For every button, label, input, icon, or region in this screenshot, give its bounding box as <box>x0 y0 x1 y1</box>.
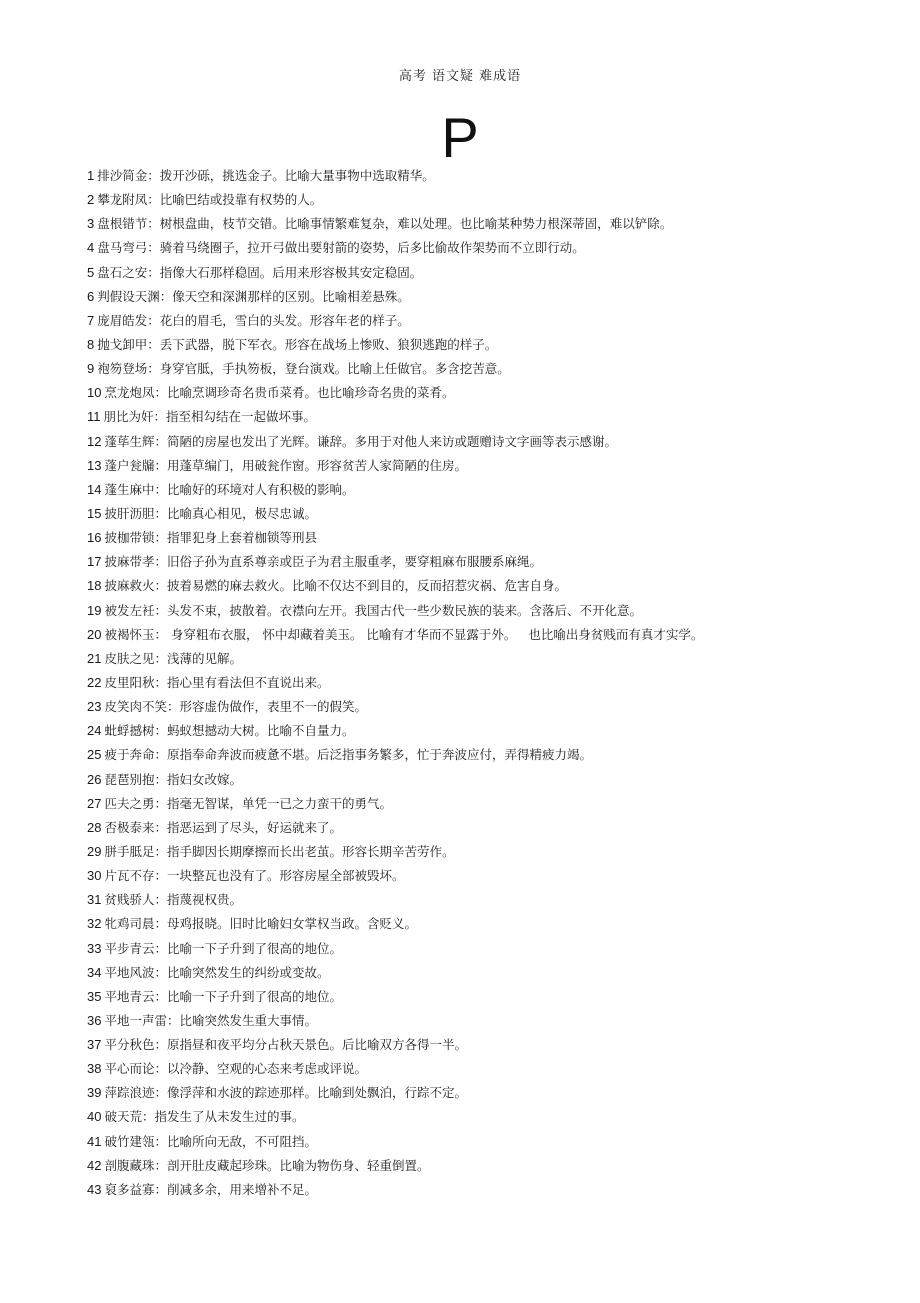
entry-idiom: 蓬荜生辉 <box>104 433 155 449</box>
entry-definition: 用蓬草编门，用破瓮作窗。形容贫苦人家简陋的住房。 <box>167 457 468 473</box>
entry-definition: 指妇女改嫁。 <box>167 771 243 787</box>
entry-definition: 一块整瓦也没有了。形容房屋全部被毁坏。 <box>167 868 405 884</box>
entry-separator: ： <box>154 1157 167 1173</box>
entry-separator: ： <box>154 578 167 594</box>
entry-definition: 比喻突然发生重大事情。 <box>179 1012 318 1028</box>
entry-idiom: 盘石之安 <box>97 264 148 280</box>
entry-separator: ： <box>141 1109 155 1125</box>
entry-definition: 比喻烹调珍奇名贵币菜肴。也比喻珍奇名贵的菜肴。 <box>167 385 455 401</box>
entry-definition: 花白的眉毛，雪白的头发。形容年老的样子。 <box>159 312 410 328</box>
entry-number: 15 <box>87 505 102 521</box>
entry-definition: 指发生了从未发生过的事。 <box>154 1109 305 1125</box>
entry-number: 29 <box>87 843 102 859</box>
idiom-entry <box>87 407 860 431</box>
entry-definition: 指手脚因长期摩擦而长出老茧。形容长期辛苦劳作。 <box>167 843 455 859</box>
idiom-entry <box>87 794 860 818</box>
entry-idiom: 萍踪浪迹 <box>104 1085 155 1101</box>
entry-definition: 简陋的房屋也发出了光辉。谦辞。多用于对他人来访或题赠诗文字画等表示感谢。 <box>167 433 618 449</box>
idiom-entry <box>87 818 860 842</box>
entry-separator: ： <box>154 626 167 642</box>
entry-idiom: 破天荒 <box>104 1109 142 1125</box>
entry-definition: 蚂蚁想撼动大树。比喻不自量力。 <box>167 723 355 739</box>
entry-separator: ： <box>147 216 160 232</box>
entry-number: 39 <box>87 1085 102 1101</box>
entry-definition: 指蔑视权贵。 <box>167 892 243 908</box>
entry-definition: 形容虚伪做作，表里不一的假笑。 <box>179 699 368 715</box>
entry-idiom: 烹龙炮凤 <box>104 385 155 401</box>
entry-idiom: 朋比为奸 <box>103 409 154 425</box>
entry-definition: 身穿粗布衣服， 怀中却藏着美玉。 比喻有才华而不显露于外。 也比喻出身贫贱而有真才实学。 <box>167 626 704 642</box>
section-letter-heading: P <box>441 106 479 169</box>
entry-definition: 旧俗子孙为直系尊亲或臣子为君主服重孝，要穿粗麻布服腰系麻绳。 <box>167 554 543 570</box>
entry-number: 40 <box>87 1109 102 1125</box>
entry-definition: 身穿官胝，手执笏板，登台演戏。比喻上任做官。多含挖苦意。 <box>159 361 510 377</box>
entry-definition: 树根盘曲，枝节交错。比喻事情繁难复杂，难以处理。也比喻某种势力根深蒂固，难以铲除。 <box>159 216 673 232</box>
entry-definition: 原指奉命奔波而疲惫不堪。后泛指事务繁多，忙于奔波应付，弄得精疲力竭。 <box>167 747 593 763</box>
entry-definition: 像浮萍和水波的踪迹那样。比喻到处飘泊，行踪不定。 <box>167 1085 468 1101</box>
entry-number: 11 <box>87 409 101 425</box>
entry-definition: 骑着马绕圈子，拉开弓做出要射箭的姿势，后多比偷故作架势而不立即行动。 <box>159 240 585 256</box>
idiom-entry <box>87 1132 860 1156</box>
entry-separator: ： <box>154 819 167 835</box>
entry-separator: ： <box>154 530 167 546</box>
entry-idiom: 匹夫之勇 <box>104 795 155 811</box>
entry-idiom: 披麻带孝 <box>104 554 155 570</box>
entry-idiom: 平步青云 <box>104 940 155 956</box>
entry-separator: ： <box>154 747 167 763</box>
entry-number: 25 <box>87 747 102 763</box>
entry-separator: ： <box>154 602 167 618</box>
entry-definition: 比喻突然发生的纠纷或变故。 <box>167 964 330 980</box>
entry-separator: ： <box>147 192 160 208</box>
entry-idiom: 排沙简金 <box>97 168 148 183</box>
idiom-entry <box>87 987 860 1011</box>
entry-number: 37 <box>87 1037 102 1053</box>
entry-idiom: 平分秋色 <box>104 1037 155 1053</box>
idiom-entry <box>87 914 860 938</box>
entry-number: 18 <box>87 578 102 594</box>
entry-definition: 指毫无智谋，单凭一已之力蛮干的勇气。 <box>167 795 393 811</box>
entry-idiom: 破竹建瓴 <box>104 1133 155 1149</box>
entry-number: 3 <box>87 216 95 232</box>
entry-number: 35 <box>87 988 102 1004</box>
entry-idiom: 皮肤之见 <box>104 650 155 666</box>
idiom-entry <box>87 1180 860 1204</box>
entry-definition: 指像大石那样稳固。后用来形容极其安定稳固。 <box>159 264 423 280</box>
idiom-entry <box>87 166 860 190</box>
entry-number: 12 <box>87 433 102 449</box>
entry-idiom: 皮笑肉不笑 <box>104 699 167 715</box>
entry-separator: ： <box>154 481 167 497</box>
idiom-entry <box>87 287 860 311</box>
entry-idiom: 剖腹藏珠 <box>104 1157 155 1173</box>
entry-idiom: 攀龙附凤 <box>97 192 148 208</box>
entry-number: 43 <box>87 1181 102 1197</box>
entry-definition: 比喻真心相见，极尽忠诚。 <box>167 505 318 521</box>
entry-number: 38 <box>87 1061 102 1077</box>
entry-idiom: 皮里阳秋 <box>104 674 155 690</box>
entry-number: 4 <box>87 240 95 256</box>
entry-separator: ： <box>154 868 167 884</box>
idiom-entry <box>87 745 860 769</box>
entry-idiom: 疲于奔命 <box>104 747 155 763</box>
entry-separator: ： <box>147 312 160 328</box>
entry-idiom: 否极泰来 <box>104 819 155 835</box>
entry-separator: ： <box>147 336 160 352</box>
idiom-list <box>87 166 860 1204</box>
idiom-entry <box>87 576 860 600</box>
entry-definition: 指恶运到了尽头，好运就来了。 <box>167 819 343 835</box>
entry-separator: ： <box>154 916 167 932</box>
entry-separator: ： <box>154 1085 167 1101</box>
entry-number: 31 <box>87 892 102 908</box>
entry-number: 27 <box>87 795 102 811</box>
entry-number: 5 <box>87 264 95 280</box>
entry-separator: ： <box>153 409 167 425</box>
entry-idiom: 披肝沥胆 <box>104 505 155 521</box>
idiom-entry <box>87 866 860 890</box>
entry-separator: ： <box>154 843 167 859</box>
idiom-entry <box>87 552 860 576</box>
idiom-entry <box>87 504 860 528</box>
entry-number: 16 <box>87 530 102 546</box>
entry-number: 21 <box>87 650 102 666</box>
idiom-entry <box>87 939 860 963</box>
page-header: 高考 语文疑 难成语 <box>398 69 522 84</box>
idiom-entry <box>87 359 860 383</box>
entry-number: 8 <box>87 336 95 352</box>
idiom-entry <box>87 1011 860 1035</box>
idiom-entry <box>87 601 860 625</box>
entry-number: 32 <box>87 916 102 932</box>
entry-number: 30 <box>87 868 102 884</box>
entry-separator: ： <box>154 1181 167 1197</box>
idiom-entry <box>87 673 860 697</box>
entry-number: 1 <box>87 168 95 183</box>
entry-number: 17 <box>87 554 102 570</box>
entry-number: 23 <box>87 699 102 715</box>
entry-idiom: 蚍蜉撼树 <box>104 723 155 739</box>
entry-separator: ： <box>154 674 167 690</box>
entry-definition: 比喻一下子升到了很高的地位。 <box>167 940 343 956</box>
idiom-entry <box>87 890 860 914</box>
entry-definition: 指心里有看法但不直说出来。 <box>167 674 330 690</box>
entry-separator: ： <box>154 1037 167 1053</box>
entry-number: 9 <box>87 361 95 377</box>
entry-separator: ： <box>154 988 167 1004</box>
entry-idiom: 袍笏登场 <box>97 361 148 377</box>
entry-definition: 披着易燃的麻去救火。比喻不仅达不到目的，反而招惹灾祸、危害自身。 <box>167 578 568 594</box>
entry-definition: 指罪犯身上套着枷锁等刑县 <box>167 530 318 546</box>
idiom-entry <box>87 214 860 238</box>
entry-separator: ： <box>147 264 160 280</box>
entry-number: 20 <box>87 626 102 642</box>
entry-separator: ： <box>166 1012 180 1028</box>
idiom-entry <box>87 770 860 794</box>
entry-definition: 比喻所向无敌，不可阻挡。 <box>167 1133 318 1149</box>
entry-idiom: 琵琶别抱 <box>104 771 155 787</box>
idiom-entry <box>87 1107 860 1131</box>
idiom-entry <box>87 1035 860 1059</box>
entry-definition: 剖开肚皮藏起珍珠。比喻为物伤身、轻重倒置。 <box>167 1157 430 1173</box>
entry-separator: ： <box>154 554 167 570</box>
entry-idiom: 裒多益寡 <box>104 1181 155 1197</box>
entry-definition: 原指昼和夜平均分占秋天景色。后比喻双方各得一半。 <box>167 1037 468 1053</box>
entry-definition: 以冷静、空观的心态来考虑或评说。 <box>167 1061 368 1077</box>
entry-number: 28 <box>87 819 102 835</box>
idiom-entry <box>87 263 860 287</box>
idiom-entry <box>87 383 860 407</box>
entry-number: 24 <box>87 723 102 739</box>
entry-number: 22 <box>87 674 102 690</box>
entry-definition: 头发不束，披散着。衣襟向左开。我国古代一些少数民族的装来。含落后、不开化意。 <box>167 602 643 618</box>
entry-separator: ： <box>154 1061 167 1077</box>
idiom-entry <box>87 649 860 673</box>
idiom-entry <box>87 697 860 721</box>
entry-idiom: 胼手胝足 <box>104 843 155 859</box>
entry-separator: ： <box>154 771 167 787</box>
entry-number: 33 <box>87 940 102 956</box>
entry-number: 26 <box>87 771 102 787</box>
entry-definition: 比喻巴结或投靠有权势的人。 <box>159 192 323 208</box>
entry-definition: 指至相勾结在一起做坏事。 <box>166 409 317 425</box>
idiom-entry <box>87 456 860 480</box>
entry-separator: ： <box>154 723 167 739</box>
entry-number: 6 <box>87 288 95 304</box>
idiom-entry <box>87 1156 860 1180</box>
entry-idiom: 抛戈卸甲 <box>97 336 148 352</box>
entry-separator: ： <box>147 361 160 377</box>
entry-number: 41 <box>87 1133 102 1149</box>
entry-idiom: 盘马弯弓 <box>97 240 148 256</box>
entry-idiom: 披枷带锁 <box>104 530 155 546</box>
entry-definition: 像天空和深渊那样的区别。比喻相差悬殊。 <box>172 288 410 304</box>
entry-separator: ： <box>154 795 167 811</box>
entry-separator: ： <box>154 1133 167 1149</box>
entry-number: 36 <box>87 1012 102 1028</box>
idiom-entry <box>87 311 860 335</box>
entry-definition: 丢下武器，脱下军衣。形容在战场上惨败、狼狈逃跑的样子。 <box>159 336 498 352</box>
entry-definition: 母鸡报晓。旧时比喻妇女掌权当政。含贬义。 <box>167 916 418 932</box>
entry-idiom: 贫贱骄人 <box>104 892 155 908</box>
idiom-entry <box>87 190 860 214</box>
entry-separator: ： <box>154 892 167 908</box>
entry-idiom: 盘根错节 <box>97 216 148 232</box>
entry-idiom: 披麻救火 <box>104 578 155 594</box>
entry-idiom: 平地风波 <box>104 964 155 980</box>
idiom-entry <box>87 963 860 987</box>
idiom-entry <box>87 480 860 504</box>
idiom-entry <box>87 335 860 359</box>
entry-idiom: 片瓦不存 <box>104 868 155 884</box>
entry-idiom: 蓬户瓮牖 <box>104 457 155 473</box>
idiom-entry <box>87 721 860 745</box>
entry-separator: ： <box>147 240 160 256</box>
entry-separator: ： <box>154 457 167 473</box>
entry-separator: ： <box>147 168 160 183</box>
entry-idiom: 被发左衽 <box>104 602 155 618</box>
entry-separator: ： <box>154 505 167 521</box>
entry-definition: 拨开沙砾，挑选金子。比喻大量事物中选取精华。 <box>159 168 435 183</box>
entry-idiom: 被褐怀玉 <box>104 626 155 642</box>
entry-number: 13 <box>87 457 102 473</box>
entry-separator: ： <box>154 650 167 666</box>
entry-definition: 比喻好的环境对人有积极的影响。 <box>167 481 355 497</box>
entry-separator: ： <box>154 433 167 449</box>
entry-separator: ： <box>166 699 180 715</box>
entry-idiom: 平地一声雷 <box>104 1012 167 1028</box>
idiom-entry <box>87 528 860 552</box>
entry-idiom: 平心而论 <box>104 1061 155 1077</box>
entry-idiom: 庞眉皓发 <box>97 312 148 328</box>
idiom-entry <box>87 625 860 649</box>
idiom-entry <box>87 432 860 456</box>
entry-number: 7 <box>87 312 95 328</box>
entry-separator: ： <box>154 940 167 956</box>
idiom-entry <box>87 842 860 866</box>
entry-number: 2 <box>87 192 95 208</box>
idiom-entry <box>87 1083 860 1107</box>
entry-number: 42 <box>87 1157 102 1173</box>
entry-idiom: 蓬生麻中 <box>104 481 155 497</box>
entry-definition: 削减多余，用来增补不足。 <box>167 1181 318 1197</box>
idiom-entry <box>87 1059 860 1083</box>
entry-number: 10 <box>87 385 102 401</box>
entry-idiom: 牝鸡司晨 <box>104 916 155 932</box>
entry-separator: ： <box>154 964 167 980</box>
entry-separator: ： <box>154 385 167 401</box>
entry-idiom: 平地青云 <box>104 988 155 1004</box>
entry-definition: 比喻一下子升到了很高的地位。 <box>167 988 343 1004</box>
entry-idiom: 判假设天渊 <box>97 288 160 304</box>
entry-number: 34 <box>87 964 102 980</box>
idiom-entry <box>87 238 860 262</box>
entry-definition: 浅薄的见解。 <box>167 650 243 666</box>
entry-number: 19 <box>87 602 102 618</box>
entry-separator: ： <box>159 288 173 304</box>
entry-number: 14 <box>87 481 102 497</box>
